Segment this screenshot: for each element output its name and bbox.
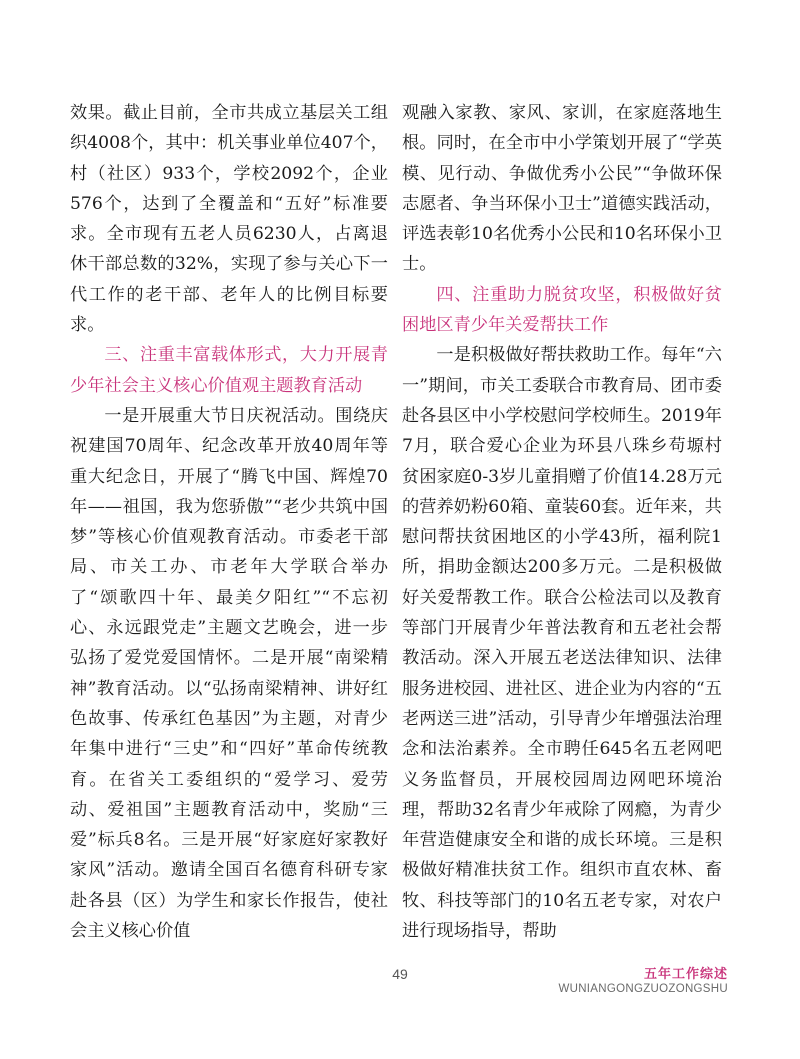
paragraph: 一是积极做好帮扶救助工作。每年“六一”期间，市关工委联合市教育局、团市委赴各县区中小学校慰问学校师生。2019年7月，联合爱心企业为环县八珠乡苟塬村贫困家庭0-3岁儿童捐赠了价值14.28万元的营养奶粉60箱、童装60套。近年来，共慰问帮扶贫困地区的小学43所，福利院1所，捐助金额达200多万元。二是积极做好关爱帮教工作。联合公检法司以及教育等部门开展青少年普法教育和五老社会帮教活动。深入开展五老送法律知识、法律服务进校园、进社区、进企业为内容的“五老两送三进”活动，引导青少年增强法治理念和法治素养。全市聘任645名五老网吧义务监督员，开展校园周边网吧环境治理，帮助32名青少年戒除了网瘾，为青少年营造健康安全和谐的成长环境。三是积极做好精准扶贫工作。组织市直农林、畜牧、科技等部门的10名五老专家，对农户进行现场指导，帮助 (402, 345, 722, 942)
paragraph: 一是开展重大节日庆祝活动。围绕庆祝建国70周年、纪念改革开放40周年等重大纪念日，开展了“腾飞中国、辉煌70年——祖国，我为您骄傲”“老少共筑中国梦”等核心价值观教育活动。市委老干部局、市关工办、市老年大学联合举办了“颂歌四十年、最美夕阳红”“不忘初心、永远跟党走”主题文艺晚会，进一步弘扬了爱党爱国情怀。二是开展“南梁精神”教育活动。以“弘扬南梁精神、讲好红色故事、传承红色基因”为主题，对青少年集中进行“三史”和“四好”革命传统教育。在省关工委组织的“爱学习、爱劳动、爱祖国”主题教育活动中，奖励“三爱”标兵8名。三是开展“好家庭好家教好家风”活动。邀请全国百名德育科研专家赴各县（区）为学生和家长作报告，使社会主义核心价值 (70, 405, 388, 942)
right-column (402, 98, 722, 946)
footer-brand-en: WUNIANGONGZUOZONGSHU (558, 983, 728, 995)
left-column (70, 98, 388, 946)
paragraph: 效果。截止目前，全市共成立基层关工组织4008个，其中：机关事业单位407个，村（社区）933个，学校2092个，企业576个，达到了全覆盖和“五好”标准要求。全市现有五老人员6230人，占离退休干部总数的32%，实现了参与关心下一代工作的老干部、老年人的比例目标要求。 (70, 103, 388, 336)
footer-brand (558, 966, 728, 997)
section-heading: 四、注重助力脱贫攻坚，积极做好贫困地区青少年关爱帮扶工作 (402, 284, 722, 336)
footer-brand-cn: 五年工作综述 (643, 966, 728, 981)
paragraph: 观融入家教、家风、家训，在家庭落地生根。同时，在全市中小学策划开展了“学英模、见行动、争做优秀小公民”“争做环保志愿者、争当环保小卫士”道德实践活动，评选表彰10名优秀小公民和10名环保小卫士。 (402, 103, 722, 275)
section-heading: 三、注重丰富载体形式，大力开展青少年社会主义核心价值观主题教育活动 (70, 345, 388, 396)
page-number: 49 (392, 966, 408, 982)
